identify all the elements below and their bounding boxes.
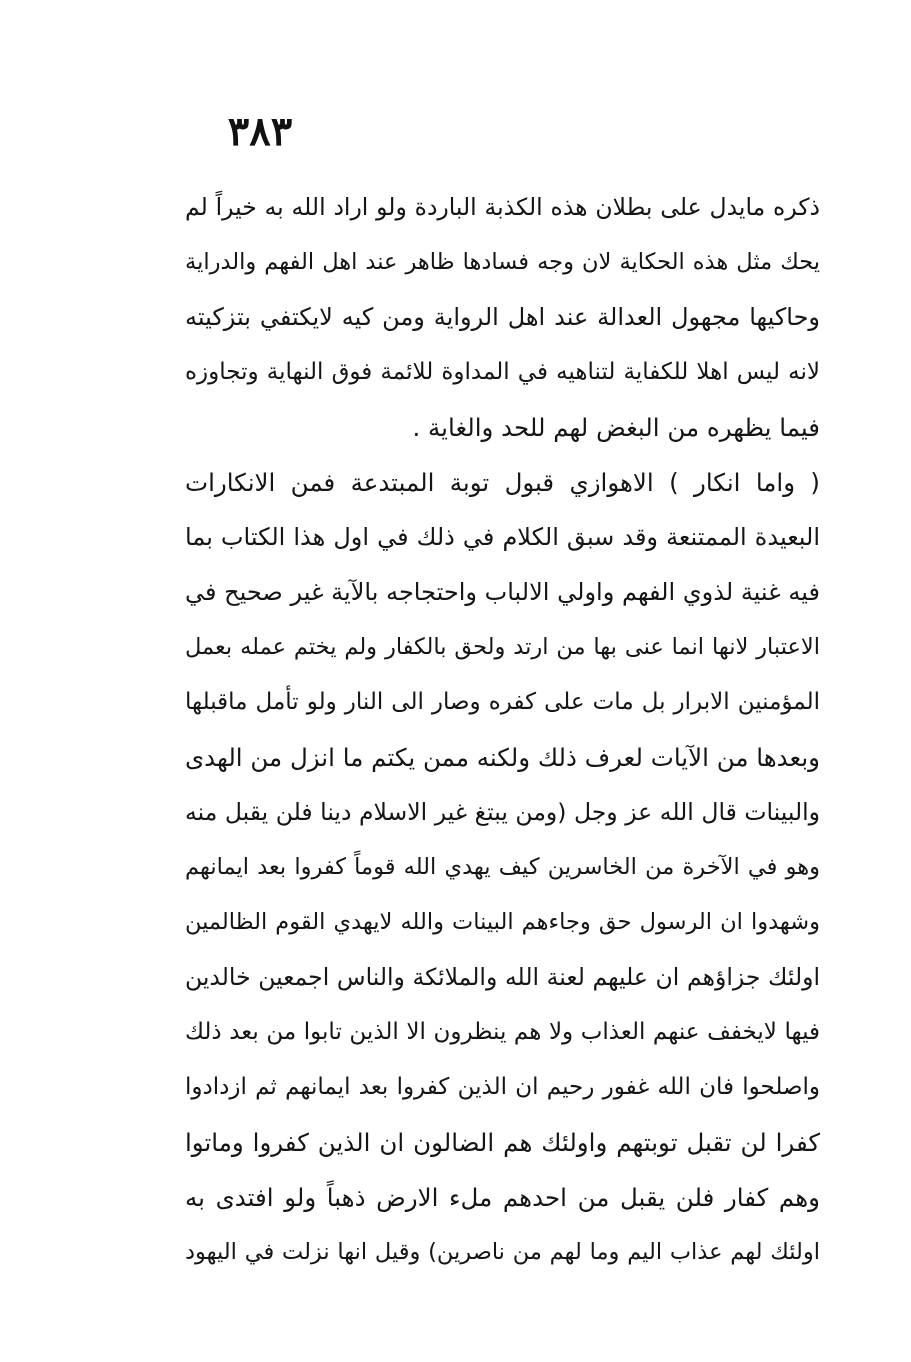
text-line: اولئك لهم عذاب اليم وما لهم من ناصرين) وقيل انها نزلت في اليهود [185,1239,820,1265]
text-line: واصلحوا فان الله غفور رحيم ان الذين كفروا بعد ايمانهم ثم ازدادوا [185,1074,820,1100]
text-line: البعيدة الممتنعة وقد سبق الكلام في ذلك في اول هذا الكتاب بما [185,523,820,551]
text-line: لانه ليس اهلا للكفاية لتناهيه في المداوة للائمة فوق النهاية وتجاوزه [185,359,820,385]
text-line: وبعدها من الآيات لعرف ذلك ولكنه ممن يكتم ما انزل من الهدى [185,743,820,772]
text-line: ذكره مايدل على بطلان هذه الكذبة الباردة ولو اراد الله به خيراً لم [185,193,820,221]
text-line: فيما يظهره من البغض لهم للحد والغاية . [412,413,820,442]
text-line: المؤمنين الابرار بل مات على كفره وصار الى النار ولو تأمل ماقبلها [185,689,820,715]
text-line: فيها لايخفف عنهم العذاب ولا هم ينظرون الا الذين تابوا من بعد ذلك [185,1019,820,1045]
text-line: يحك مثل هذه الحكاية لان وجه فسادها ظاهر عند اهل الفهم والدراية [185,249,820,275]
text-line: وهو في الآخرة من الخاسرين كيف يهدي الله قوماً كفروا بعد ايمانهم [185,854,820,880]
text-line: وهم كفار فلن يقبل من احدهم ملء الارض ذهباً ولو افتدى به [185,1183,820,1212]
text-line: كفرا لن تقبل توبتهم واولئك هم الضالون ان الذين كفروا وماتوا [185,1128,820,1157]
text-line: فيه غنية لذوي الفهم واولي الالباب واحتجاجه بالآية غير صحيح في [185,578,820,606]
page-number: ٣٨٣ [227,108,293,155]
text-line: اولئك جزاؤهم ان عليهم لعنة الله والملائكة والناس اجمعين خالدين [185,963,820,991]
text-line: ( واما انكار ) الاهوازي قبول توبة المبتدعة فمن الانكارات [185,468,820,497]
text-line: وحاكيها مجهول العدالة عند اهل الرواية ومن كيه لايكتفي بتزكيته [185,303,820,331]
text-line: والبينات قال الله عز وجل (ومن يبتغ غير الاسلام دينا فلن يقبل منه [185,798,820,826]
body-text [185,180,820,1280]
text-line: الاعتبار لانها انما عنى بها من ارتد ولحق بالكفار ولم يختم عمله بعمل [185,634,820,660]
text-line: وشهدوا ان الرسول حق وجاءهم البينات والله لايهدي القوم الظالمين [185,909,820,935]
